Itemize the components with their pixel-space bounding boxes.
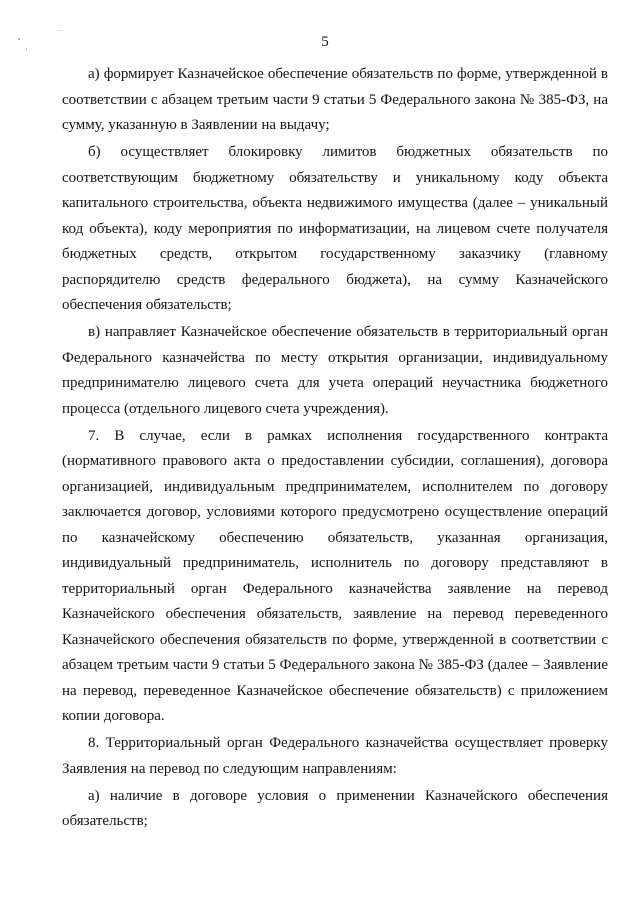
clause-6b: б) осуществляет блокировку лимитов бюджетных обязательств по соответствующим бюджетному обязательству и уникальному коду объекта капитального строительства, объекта недвижимого имущества (далее – уникальный код объекта), коду мероприятия по информатизации, на лицевом счете получателя бюджетных средств, открытом государственному заказчику (главному распорядителю средств федерального бюджета), на сумму Казначейского обеспечения обязательств; [62, 144, 608, 313]
clause-6a: а) формирует Казначейское обеспечение обязательств по форме, утвержденной в соответствии с абзацем третьим части 9 статьи 5 Федерального закона № 385-ФЗ, на сумму, указанную в Заявлении на выдачу; [62, 66, 608, 133]
clause-8a: а) наличие в договоре условия о применении Казначейского обеспечения обязательств; [62, 787, 608, 829]
clause-8: 8. Территориальный орган Федерального казначейства осуществляет проверку Заявления на перевод по следующим направлениям: [62, 735, 608, 777]
clause-7: 7. В случае, если в рамках исполнения государственного контракта (нормативного правового акта о предоставлении субсидии, соглашения), договора организацией, индивидуальным предпринимателем, исполнителем по договору заключается договор, условиями которого предусмотрено осуществление операций по казначейскому обеспечению обязательств, указанная организация, индивидуальный предприниматель, исполнитель по договору представляют в территориальный орган Федерального казначейства заявление на перевод Казначейского обеспечения обязательств, заявление на перевод переведенного Казначейского обеспечения обязательств по форме, утвержденной в соответствии с абзацем третьим части 9 статьи 5 Федерального закона № 385-ФЗ (далее – Заявление на перевод, переведенное Казначейское обеспечение обязательств) с приложением копии договора. [62, 427, 608, 724]
scan-speck [60, 30, 61, 31]
clause-6v: в) направляет Казначейское обеспечение обязательств в территориальный орган Федерального казначейства по месту открытия организации, индивидуальному предпринимателю лицевого счета для учета операций неучастника бюджетного процесса (отдельного лицевого счета учреждения). [62, 324, 608, 417]
document-body [62, 62, 608, 836]
page-number: 5 [321, 34, 329, 50]
